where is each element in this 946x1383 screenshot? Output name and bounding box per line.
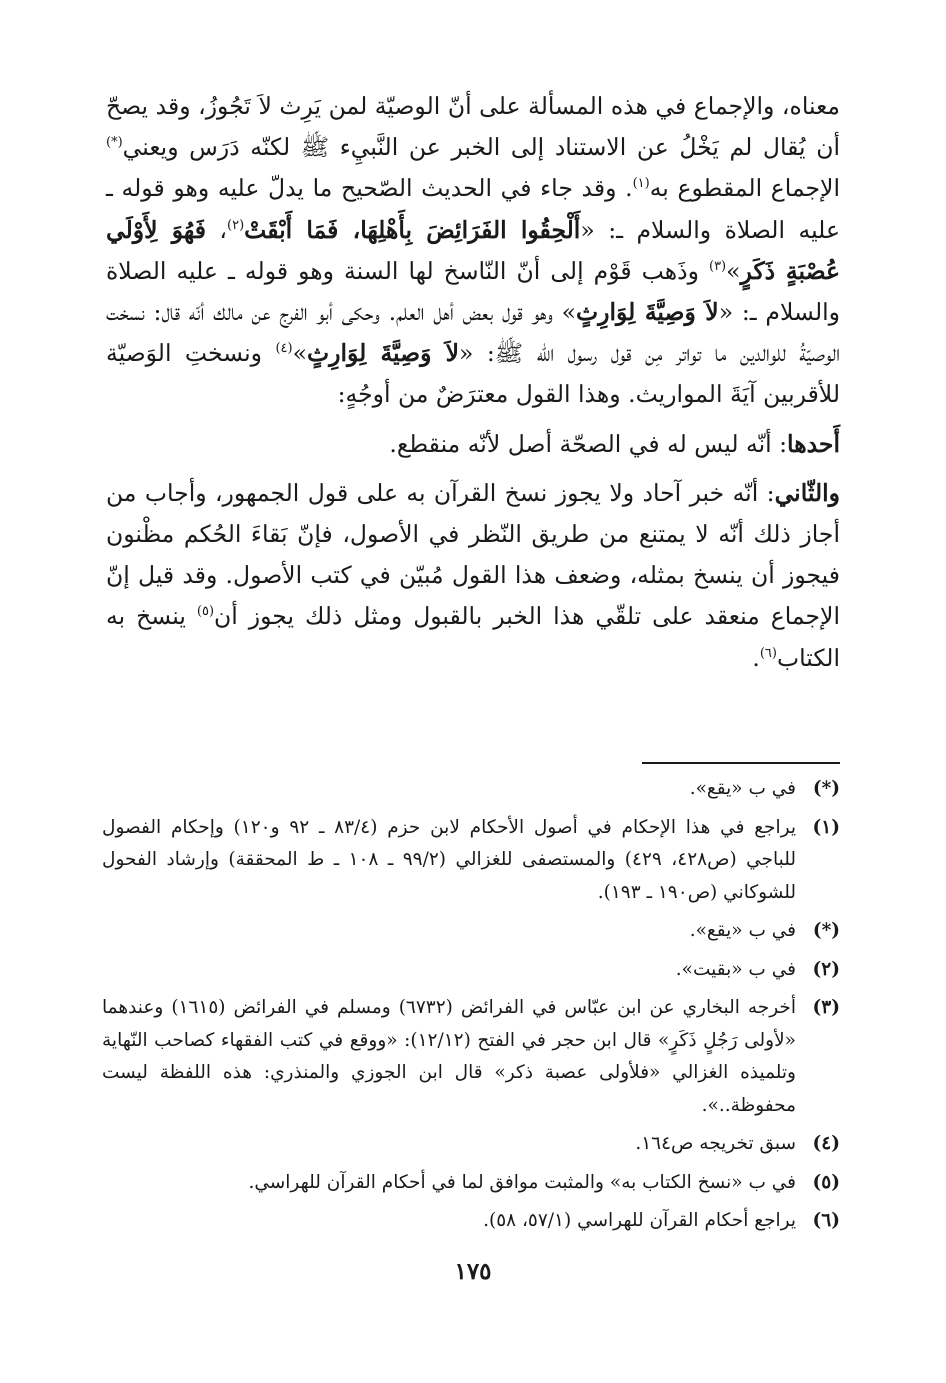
page-number: ١٧٥: [454, 1258, 492, 1285]
hadith-quote: أَلْحِقُوا الفَرَائِضَ بِأَهْلِهَا، فَمَا أَبْقَتْ: [244, 215, 581, 244]
point-two: [106, 473, 840, 679]
footnote: [102, 992, 840, 1122]
footnote-ref[interactable]: (٥): [196, 604, 215, 620]
footnote: [102, 954, 840, 987]
hadith-quote: لاَ وَصِيَّةَ لِوَارِثٍ: [576, 298, 719, 327]
footnote-ref[interactable]: (٢): [227, 217, 245, 233]
main-text: [106, 86, 840, 679]
footnote-text: في ب «بقيت».: [675, 958, 796, 980]
footnote-ref[interactable]: (٦): [759, 645, 777, 661]
footnote-ref[interactable]: (٤): [275, 341, 293, 357]
footnote-marker: (١): [812, 816, 840, 838]
paragraph: [106, 86, 840, 416]
text-segment: وذَهب قَوْم إلى أنّ النّاسخ لها السنة وهو قوله ـ عليه الصلاة والسلام ـ: «: [106, 256, 841, 327]
text-segment: معناه، والإجماع في هذه المسألة على أنّ الوصيّة لمن يَرِث لاَ تَجُوزُ، وقد يصحّ أن يُقال لم يَخْلُ عن الاستناد إلى الخبر عن النَّبيِء ﷺ لكنّه دَرَس ويعني: [106, 92, 840, 162]
footnote: [102, 773, 840, 806]
footnote-text: سبق تخريجه ص١٦٤.: [635, 1133, 796, 1154]
text-segment: » وهو قول بعض أهل العلم. وحكى أبو الفرج عن مالك أنّه قال: نسخت الوصيّةُ للوالدين ما تواتر مِن قول رسول الله ﷺ: «: [106, 298, 841, 368]
footnote-text: أخرجه البخاري عن ابن عبّاس في الفرائض (٦٧٣٢) ومسلم في الفرائض (١٦١٥) وعندهما «لأولى رَجُلٍ ذَكَرٍ» قال ابن حجر في الفتح (١٢/١٢): «ووقع في كتب الفقهاء كصاحب النّهاية وتلميذه الغزالي «فلأولى عصبة ذكر» قال ابن الجوزي والمنذري: هذه اللفظة ليست محفوظة..».: [102, 997, 797, 1116]
hadith-quote: فَهُوَ لِأَوْلَي عُصْبَةٍ ذَكَرٍ: [106, 215, 840, 285]
text-segment: ونسختِ الوَصيّة للأقربين آيَةَ المواريث. وهذا القول معترَضٌ من أوجُهٍ:: [106, 339, 840, 409]
text-segment: »: [292, 339, 307, 368]
footnote-ref[interactable]: (١): [632, 176, 650, 192]
footnote-marker: (٢): [812, 958, 840, 980]
footnote-text: في ب «يقع».: [689, 778, 796, 799]
footnote: [102, 1205, 840, 1238]
footnote: [102, 1128, 840, 1161]
hadith-quote: لاَ وَصِيَّةَ لِوَارِثٍ: [307, 339, 460, 368]
footnote-text: يراجع في هذا الإحكام في أصول الأحكام لابن حزم (٨٣/٤ ـ ٩٢ و١٢٠) وإحكام الفصول للباجي (ص٤٢٨، ٤٢٩) والمستصفى للغزالي (٩٩/٢ ـ ١٠٨ ـ ط المحققة) وإرشاد الفحول للشوكاني (ص١٩٠ ـ ١٩٣).: [102, 816, 796, 903]
footnote-text: في ب «نسخ الكتاب به» والمثبت موافق لما في أحكام القرآن للهراسي.: [248, 1171, 796, 1193]
footnote: [102, 915, 840, 948]
footnote-marker: (*): [812, 920, 840, 941]
footnote-ref[interactable]: (*): [106, 135, 123, 151]
text-segment: : أنّه ليس له في الصحّة أصل لأنّه منقطع.: [389, 429, 788, 458]
footnote-marker: (٦): [812, 1210, 840, 1231]
point-label: والثّاني: [774, 478, 840, 507]
text-segment: . وقد جاء في الحديث الصّحيح ما يدلّ عليه وهو قوله ـ عليه الصلاة والسلام ـ: «: [106, 174, 840, 244]
footnote: [102, 812, 840, 910]
footnote-separator: [642, 762, 840, 764]
footnote-text: في ب «يقع».: [689, 920, 796, 941]
text-segment: ينسخ به الكتاب: [106, 602, 840, 672]
point-one: [106, 424, 840, 465]
footnote-text: يراجع أحكام القرآن للهراسي (٥٧/١، ٥٨).: [483, 1210, 796, 1231]
footnote-marker: (٤): [812, 1133, 840, 1154]
footnote: [102, 1167, 840, 1200]
footnote-marker: (٥): [812, 1171, 840, 1193]
text-segment: .: [752, 643, 760, 672]
text-segment: ،: [205, 215, 228, 244]
footnotes: [102, 773, 840, 1244]
text-segment: الإجماع المقطوع به: [649, 174, 840, 203]
footnote-marker: (٣): [812, 997, 840, 1018]
text-segment: : أنّه خبر آحاد ولا يجوز نسخ القرآن به على قول الجمهور، وأجاب من أجاز ذلك أنّه لا يمتنع من طريق النّظر في الأصول، فإنّ بَقاءَ الحُكم مظْنون فيجوز أن ينسخ بمثله، وضعف هذا القول مُبيّن في كتب الأصول. وقد قيل إنّ الإجماع منعقد على تلقّي هذا الخبر بالقبول ومثل ذلك يجوز أن: [106, 478, 840, 631]
footnote-marker: (*): [812, 778, 840, 799]
text-segment: »: [726, 256, 741, 285]
point-label: أَحدها: [787, 429, 840, 458]
footnote-ref[interactable]: (٣): [708, 258, 727, 274]
